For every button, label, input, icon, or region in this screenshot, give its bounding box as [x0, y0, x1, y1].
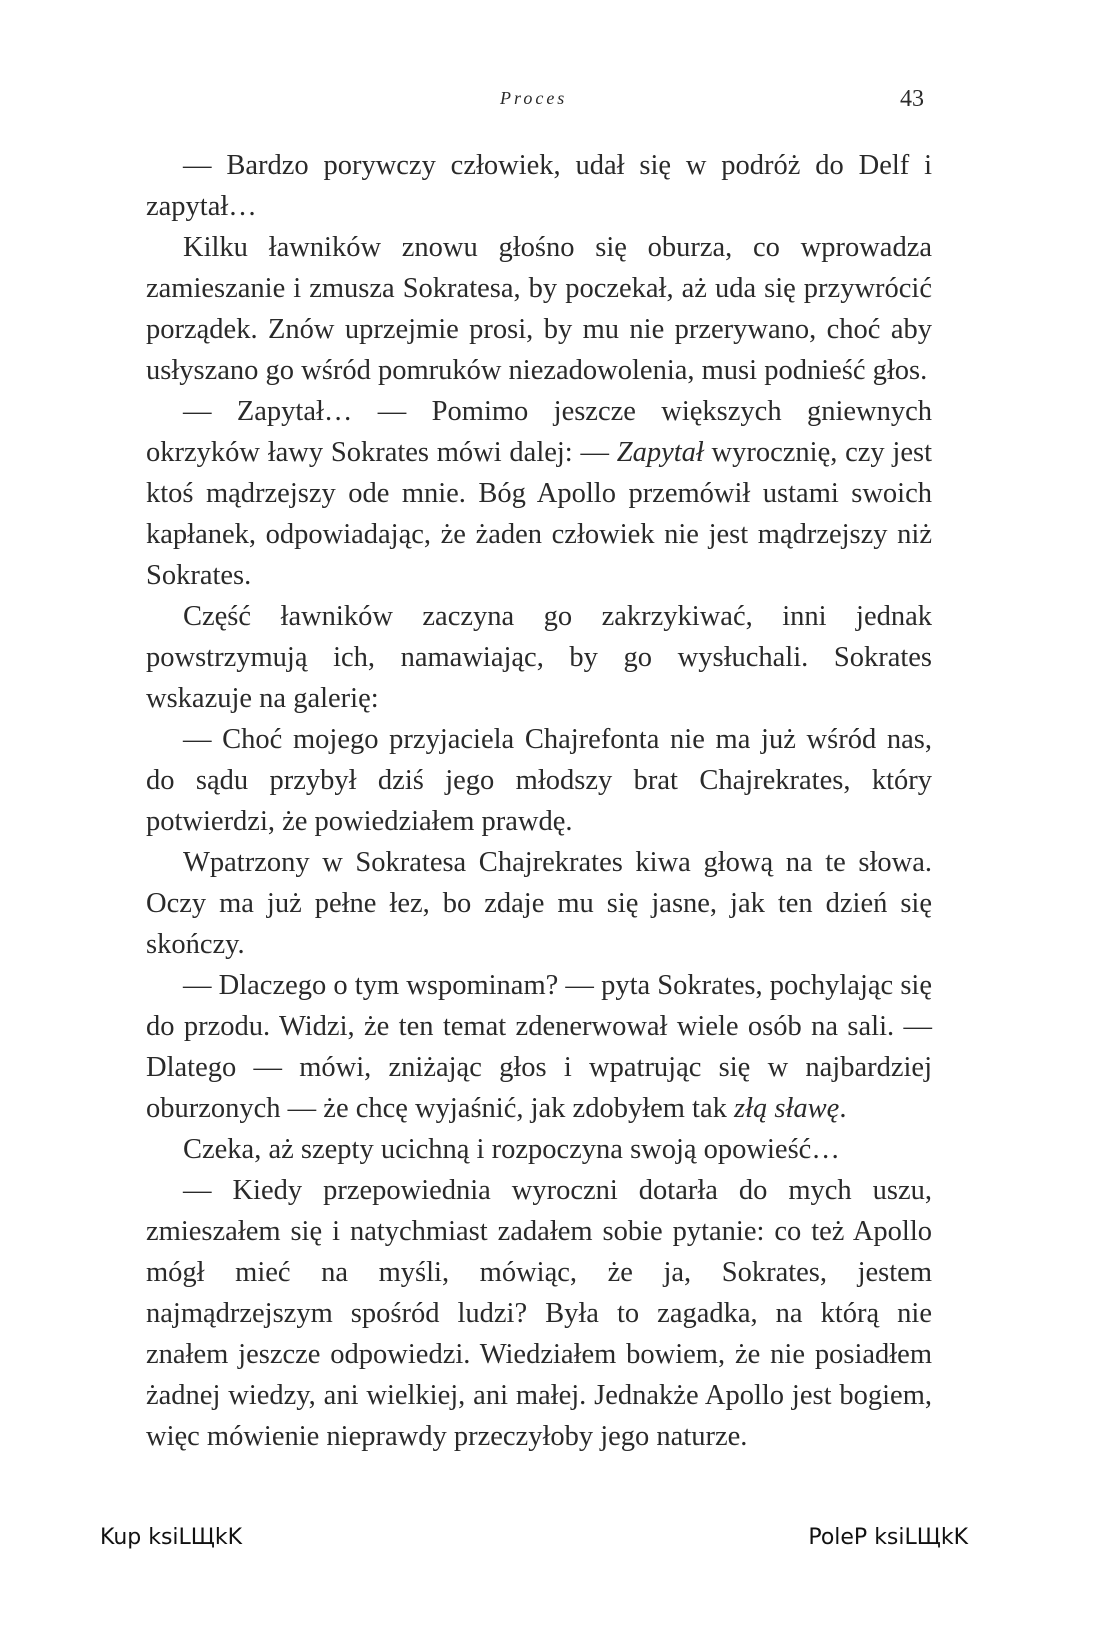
running-head — [0, 86, 1103, 116]
paragraph: Wpatrzony w Sokratesa Chajrekrates kiwa głową na te słowa. Oczy ma już pełne łez, bo zdaje mu się jasne, jak ten dzień się skończy. — [146, 847, 932, 960]
paragraph: — Bardzo porywczy człowiek, udał się w podróż do Delf i zapytał… — [146, 150, 932, 222]
italic-emphasis: Zapytał — [616, 437, 704, 468]
paragraph-text: — Dlaczego o tym wspominam? — pyta Sokrates, pochylając się do przodu. Widzi, że ten temat zdenerwował wiele osób na sali. — Dlatego — mówi, zniżając głos i wpatrując się w najbardziej oburzonych — że chcę wyjaśnić, jak zdobyłem tak — [146, 970, 932, 1124]
body-text — [146, 145, 932, 1457]
paragraph: — Choć mojego przyjaciela Chajrefonta nie ma już wśród nas, do sądu przybył dziś jego młodszy brat Chajrekrates, który potwierdzi, że powiedziałem prawdę. — [146, 724, 932, 837]
running-title: Proces — [500, 88, 568, 108]
paragraph — [146, 965, 932, 1129]
footer — [0, 1525, 1103, 1565]
italic-emphasis: złą sławę — [734, 1093, 840, 1124]
paragraph-text: wyrocznię, czy jest ktoś mądrzejszy ode mnie. Bóg Apollo przemówił ustami swoich kapłanek, odpowiadając, że żaden człowiek nie jest mądrzejszy niż Sokrates. — [146, 437, 932, 591]
paragraph: — Kiedy przepowiednia wyroczni dotarła do mych uszu, zmieszałem się i natychmiast zadałem sobie pytanie: co też Apollo mógł mieć na myśli, mówiąc, że ja, Sokrates, jestem najmądrzejszym spośród ludzi? Była to zagadka, na którą nie znałem jeszcze odpowiedzi. Wiedziałem bowiem, że nie posiadłem żadnej wiedzy, ani wielkiej, ani małej. Jednakże Apollo jest bogiem, więc mówienie nieprawdy przeczyłoby jego naturze. — [146, 1175, 932, 1452]
paragraph: Część ławników zaczyna go zakrzykiwać, inni jednak powstrzymują ich, namawiając, by go wysłuchali. Sokrates wskazuje na galerię: — [146, 601, 932, 714]
paragraph: Kilku ławników znowu głośno się oburza, co wprowadza zamieszanie i zmusza Sokratesa, by poczekał, aż uda się przywrócić porządek. Znów uprzejmie prosi, by mu nie przerywano, choć aby usłyszano go wśród pomruków niezadowolenia, musi podnieść głos. — [146, 232, 932, 386]
recommend-book-link[interactable]: PoleP ksiLЩkK — [808, 1525, 968, 1550]
paragraph: Czeka, aż szepty ucichną i rozpoczyna swoją opowieść… — [183, 1134, 840, 1165]
page-number: 43 — [900, 86, 924, 112]
paragraph — [146, 391, 932, 596]
paragraph-text: . — [839, 1093, 847, 1124]
paragraph-text: — Zapytał… — Pomimo jeszcze większych gniewnych okrzyków ławy Sokrates mówi dalej: — — [146, 396, 932, 468]
buy-book-link[interactable]: Kup ksiLЩkK — [100, 1525, 243, 1550]
